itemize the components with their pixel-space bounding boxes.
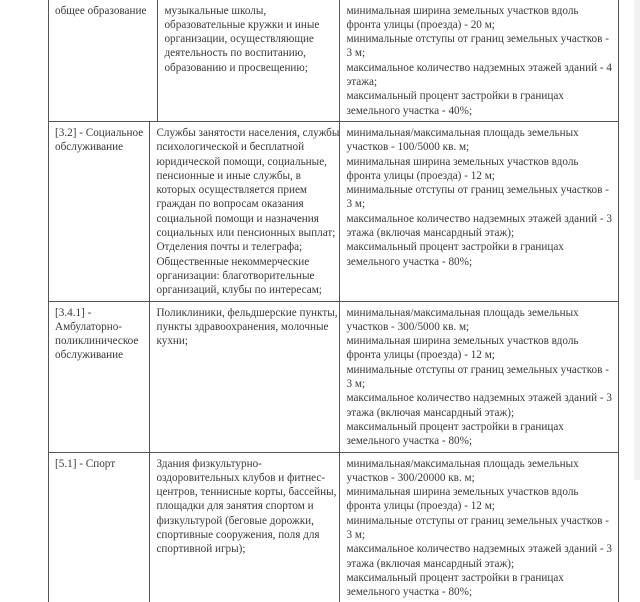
cell-text-line: минимальная ширина земельных участков вдоль (346, 485, 612, 499)
cell-text-line: этажа; (346, 75, 612, 89)
cell-text-line: минимальные отступы от границ земельных участков - (346, 183, 612, 197)
parameters-cell (340, 453, 618, 602)
table-row (48, 0, 619, 121)
cell-text-line: обслуживание (55, 140, 143, 154)
cell-text-line: юридической помощи, социальные, (156, 155, 333, 169)
cell-text-line: фронта улицы (проезда) - 20 м; (346, 18, 612, 32)
cell-text-line: Общественные некоммерческие (156, 255, 333, 269)
cell-text-line: спортивные сооружения, поля для (156, 528, 333, 542)
cell-text-line: организации, осуществляющие (164, 32, 333, 46)
cell-text-line: социальных или пенсионных выплат; (156, 226, 333, 240)
cell-text-line: 3 м; (346, 377, 612, 391)
cell-text-line: спортивной игры); (156, 542, 333, 556)
cell-text-line: образованию и просвещению; (164, 61, 333, 75)
use-code-cell (49, 122, 150, 301)
cell-text-line: участков - 300/20000 кв. м; (346, 471, 612, 485)
land-use-table (48, 0, 619, 602)
cell-text-line: минимальная/максимальная площадь земельных (346, 306, 612, 320)
cell-text-line: максимальное количество надземных этажей зданий - 3 (346, 542, 612, 556)
cell-text-line: максимальное количество надземных этажей зданий - 4 (346, 61, 612, 75)
page-edge-strip (634, 0, 640, 480)
cell-text-line: этажа (включая мансардный этаж); (346, 557, 612, 571)
cell-text-line: минимальная ширина земельных участков вдоль (346, 155, 612, 169)
cell-text-line: обслуживание (55, 348, 143, 362)
cell-text-line: деятельность по воспитанию, (164, 46, 333, 60)
cell-text-line: 3 м; (346, 528, 612, 542)
table-row (48, 121, 619, 301)
cell-text-line: фронта улицы (проезда) - 12 м; (346, 169, 612, 183)
cell-text-line: поликлиническое (55, 334, 143, 348)
cell-text-line: пункты здравоохранения, молочные (156, 320, 333, 334)
description-cell (150, 453, 340, 602)
cell-text-line: Амбулаторно- (55, 320, 143, 334)
cell-text-line: площадки для занятия спортом и (156, 499, 333, 513)
use-code-cell (49, 0, 158, 121)
cell-text-line: физкультурой (беговые дорожки, (156, 514, 333, 528)
cell-text-line: максимальное количество надземных этажей зданий - 3 (346, 391, 612, 405)
cell-text-line: социальной помощи и назначения (156, 212, 333, 226)
cell-text-line: участков - 100/5000 кв. м; (346, 140, 612, 154)
cell-text-line: которых осуществляется прием (156, 183, 333, 197)
cell-text-line: 3 м; (346, 197, 612, 211)
cell-text-line: Поликлиники, фельдшерские пункты, (156, 306, 333, 320)
cell-text-line: [3.2] - Социальное (55, 126, 143, 140)
cell-text-line: максимальный процент застройки в границах (346, 571, 612, 585)
cell-text-line: [3.4.1] - (55, 306, 143, 320)
cell-text-line: общее образование (55, 4, 151, 18)
cell-text-line: минимальные отступы от границ земельных участков - (346, 514, 612, 528)
cell-text-line: участков - 300/5000 кв. м; (346, 320, 612, 334)
description-cell (150, 122, 340, 301)
cell-text-line: максимальное количество надземных этажей зданий - 3 (346, 212, 612, 226)
cell-text-line: фронта улицы (проезда) - 12 м; (346, 348, 612, 362)
cell-text-line: земельного участка - 40%; (346, 104, 612, 118)
cell-text-line: этажа (включая мансардный этаж); (346, 226, 612, 240)
cell-text-line: музыкальные школы, (164, 4, 333, 18)
parameters-cell (340, 122, 618, 301)
cell-text-line: максимальный процент застройки в границах (346, 89, 612, 103)
cell-text-line: центров, теннисные корты, бассейны, (156, 485, 333, 499)
cell-text-line: Отделения почты и телеграфа; (156, 240, 333, 254)
cell-text-line: психологической и бесплатной (156, 140, 333, 154)
parameters-cell (340, 302, 618, 452)
cell-text-line: организации: благотворительные (156, 269, 333, 283)
cell-text-line: [5.1] - Спорт (55, 457, 143, 471)
cell-text-line: образовательные кружки и иные (164, 18, 333, 32)
cell-text-line: максимальный процент застройки в границах (346, 240, 612, 254)
description-cell (150, 302, 340, 452)
cell-text-line: минимальная ширина земельных участков вдоль (346, 4, 612, 18)
cell-text-line: фронта улицы (проезда) - 12 м; (346, 499, 612, 513)
cell-text-line: минимальные отступы от границ земельных участков - (346, 363, 612, 377)
use-code-cell (49, 453, 150, 602)
cell-text-line: минимальные отступы от границ земельных участков - (346, 32, 612, 46)
cell-text-line: кухни; (156, 334, 333, 348)
cell-text-line: 3 м; (346, 46, 612, 60)
cell-text-line: организаций, клубы по интересам; (156, 283, 333, 297)
cell-text-line: земельного участка - 80%; (346, 434, 612, 448)
cell-text-line: минимальная ширина земельных участков вдоль (346, 334, 612, 348)
cell-text-line: оздоровительных клубов и фитнес- (156, 471, 333, 485)
cell-text-line: максимальный процент застройки в границах (346, 420, 612, 434)
cell-text-line: Службы занятости населения, службы (156, 126, 333, 140)
cell-text-line: земельного участка - 80%; (346, 255, 612, 269)
description-cell (158, 0, 340, 121)
cell-text-line: граждан по вопросам оказания (156, 197, 333, 211)
cell-text-line: земельного участка - 80%; (346, 585, 612, 599)
table-row (48, 301, 619, 452)
cell-text-line: пенсионные и иные службы, в (156, 169, 333, 183)
cell-text-line: минимальная/максимальная площадь земельных (346, 126, 612, 140)
parameters-cell (340, 0, 618, 121)
cell-text-line: Здания физкультурно- (156, 457, 333, 471)
use-code-cell (49, 302, 150, 452)
table-row (48, 452, 619, 602)
cell-text-line: минимальная/максимальная площадь земельных (346, 457, 612, 471)
cell-text-line: этажа (включая мансардный этаж); (346, 406, 612, 420)
